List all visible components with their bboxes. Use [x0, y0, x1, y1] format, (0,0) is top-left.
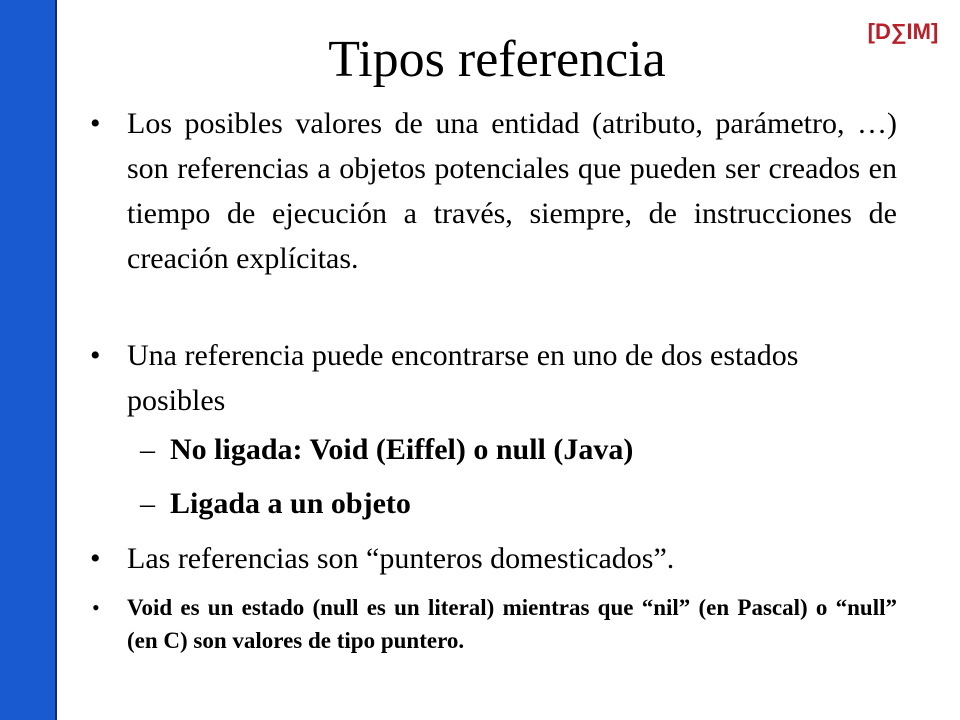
bullet-text-3: Las referencias son “punteros domesticados”. [127, 542, 675, 575]
bullet-text-4: Void es un estado (null es un literal) mientras que “nil” (en Pascal) o “null” (en C) son valores de tipo puntero. [127, 595, 897, 653]
sidebar-bar [0, 0, 57, 720]
logo-text: [D∑IM] [867, 19, 939, 44]
dash-icon: – [140, 487, 155, 520]
bullet-text-2: Una referencia puede encontrarse en uno de dos estados posibles [127, 339, 799, 417]
bullet-icon: • [90, 339, 101, 372]
subbullet-text-1: No ligada: Void (Eiffel) o null (Java) [170, 433, 634, 466]
bullet-icon: • [90, 107, 101, 140]
bullet-text-1: Los posibles valores de una entidad (atributo, parámetro, …) son referencias a objetos potenciales que pueden ser creados en tiempo de ejecución a través, siempre, de instrucciones de creación explícitas. [127, 107, 897, 275]
subbullet-text-2: Ligada a un objeto [170, 487, 411, 520]
bullet-icon: • [90, 542, 101, 575]
bullet-icon: • [92, 595, 100, 620]
slide-title: Tipos referencia [328, 31, 666, 88]
dash-icon: – [140, 433, 155, 466]
